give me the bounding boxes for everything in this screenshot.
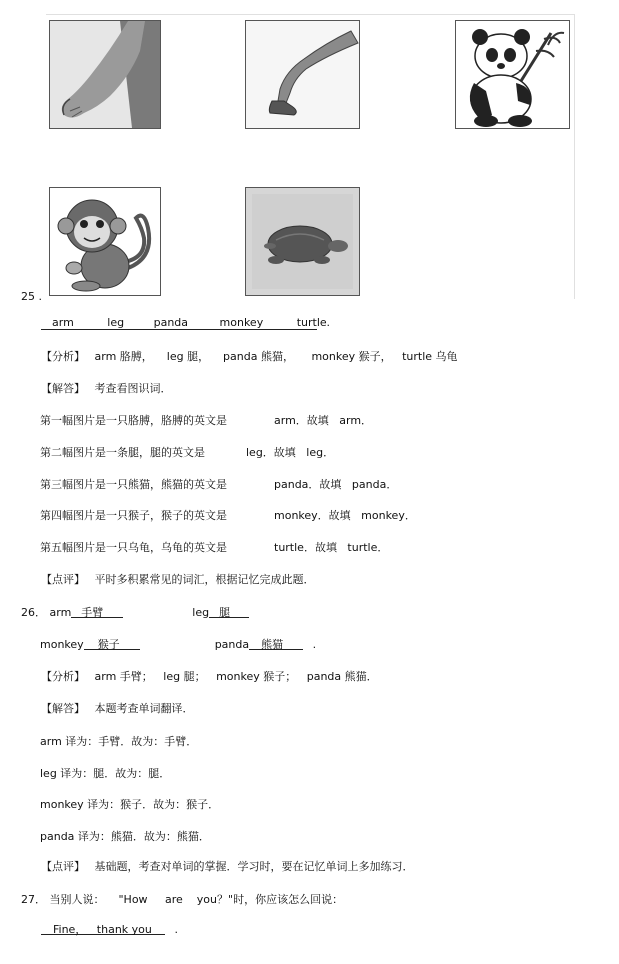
q27-answer-line: Fine， thank you . [41,921,178,936]
q26-blank-panda: 熊猫 [249,636,303,650]
q25-answer-5: turtle [296,316,327,329]
q26-analysis: 【分析】 arm 手臂； leg 腿； monkey 猴子； panda 熊猫． [41,670,378,683]
q25-line-3: 第三幅图片是一只熊猫，熊猫的英文是 panda．故填 panda． [40,478,398,491]
q25-line-2: 第二幅图片是一条腿，腿的英文是 leg．故填 leg． [40,446,335,459]
picture-area [46,14,575,299]
q27-question: 27． 当别人说： "How are you？"时，你应该怎么回说： [21,893,344,906]
q25-answer-blank [41,316,327,330]
q25-answer-line: arm leg panda monkey turtle . [41,316,330,330]
q26-blank-monkey: 猴子 [84,636,140,650]
q25-line-4: 第四幅图片是一只猴子，猴子的英文是 monkey．故填 monkey． [40,509,416,522]
q25-analysis: 【分析】 arm 胳膊， leg 腿， panda 熊猫， monkey 猴子， turtle 乌龟 [41,350,458,363]
q26-line-3: monkey 译为：猴子．故为：猴子． [40,798,220,811]
q26-row-2: monkey 猴子 panda 熊猫 . [40,638,317,651]
q26-row-1: 26． arm 手臂 leg 腿 [21,604,249,620]
arm-picture [49,20,161,129]
q25-line-5: 第五幅图片是一只乌龟，乌龟的英文是 turtle．故填 turtle． [40,541,389,554]
panda-picture [455,20,570,129]
q25-comment: 【点评】 平时多积累常见的词汇，根据记忆完成此题． [41,573,315,586]
q26-line-4: panda 译为：熊猫．故为：熊猫． [40,830,210,843]
q25-answer: 【解答】 考查看图识词． [41,382,172,395]
leg-picture [245,20,360,129]
q26-blank-leg: 腿 [209,604,249,618]
q25-line-1: 第一幅图片是一只胳膊，胳膊的英文是 arm．故填 arm． [40,414,373,427]
monkey-picture [49,187,161,296]
turtle-picture [245,187,360,296]
q25-answer-2: leg [107,316,125,329]
q26-answer: 【解答】 本题考查单词翻译． [41,702,194,715]
q26-line-1: arm 译为：手臂．故为：手臂． [40,735,198,748]
q25-answer-1: arm [52,316,74,329]
q25-answer-4: monkey [219,316,264,329]
q25-number: 25 . [21,290,42,303]
q26-line-2: leg 译为：腿．故为：腿． [40,767,171,780]
q26-blank-arm: 手臂 [71,604,123,618]
q26-comment: 【点评】 基础题，考查对单词的掌握．学习时，要在记忆单词上多加练习． [41,860,414,873]
q27-answer-blank: Fine， thank you [41,921,165,935]
q25-answer-3: panda [153,316,189,329]
